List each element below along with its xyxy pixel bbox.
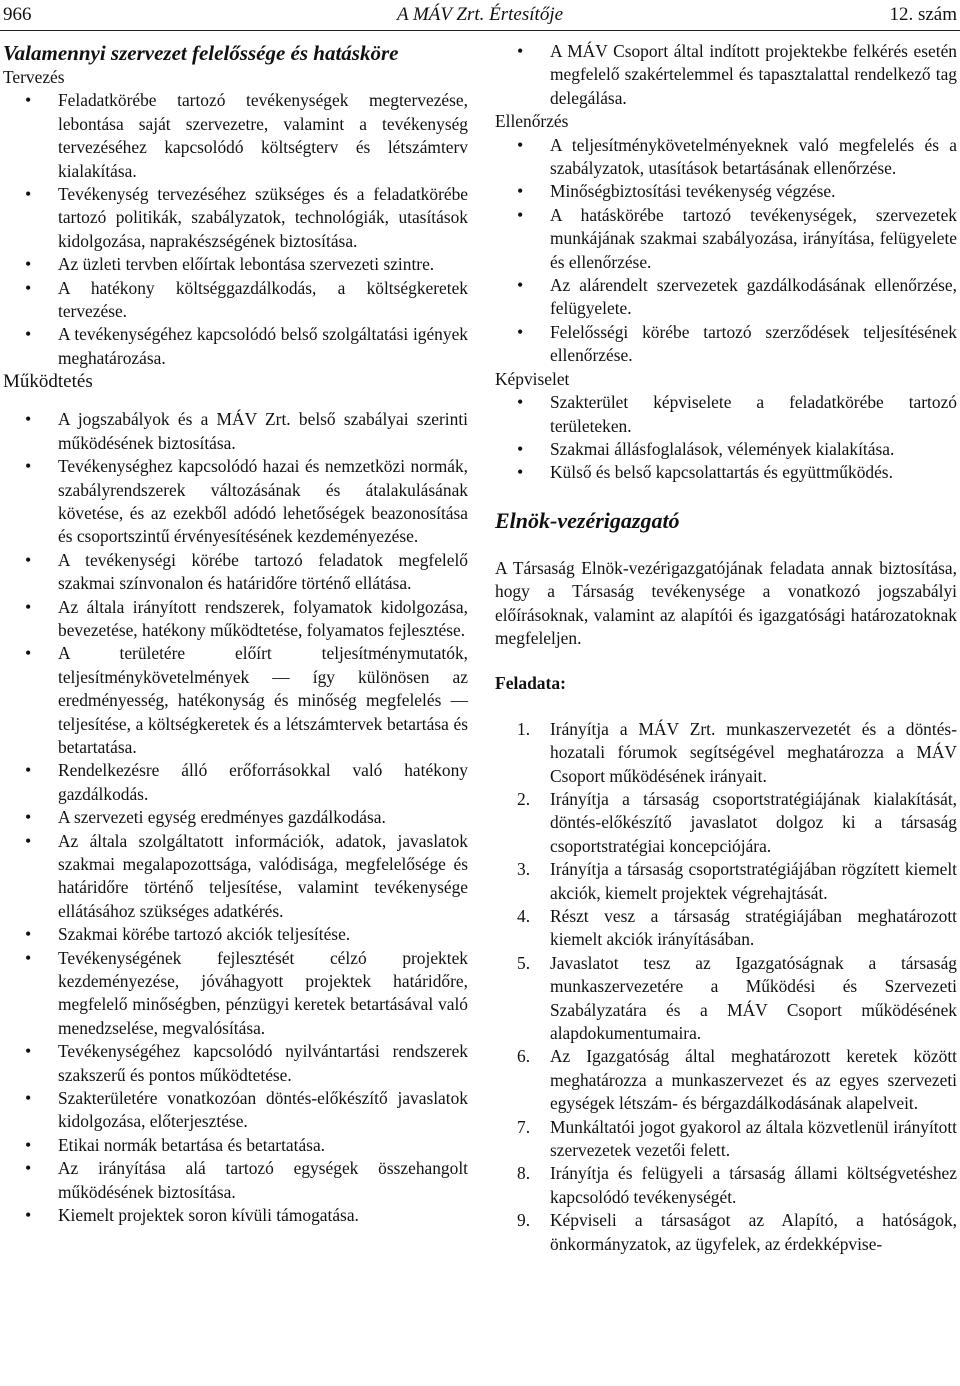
list-item: • Szakterület képviselete a feladatkörébe tartozó területeken.	[495, 391, 957, 438]
item-text: Az Igazgatóság által meghatározott keretek között meghatározza a munkaszervezet és az egyes szervezeti egységek létszám- és bérgazdálkodásának alapelveit.	[550, 1046, 957, 1114]
item-number: 6.	[517, 1046, 531, 1067]
item-text: Részt vesz a társaság stratégiájában meghatározott kiemelt akciók irányításában.	[550, 906, 957, 950]
list-item: • Etikai normák betartása és betartatása.	[3, 1134, 468, 1157]
numbered-item	[495, 858, 957, 905]
numbered-item	[495, 718, 957, 788]
list-item: • Felelősségi körébe tartozó szerződések teljesítésének ellenőrzése.	[495, 321, 957, 368]
numbered-item	[495, 788, 957, 858]
subheading-mukodtetes: Működtetés	[3, 371, 93, 393]
left-column	[3, 40, 468, 1228]
mukodtetes-list	[3, 408, 468, 1227]
item-text: Képviseli a társaságot az Alapító, a hatóságok, önkormányzatok, az ügyfelek, az érdekképvise-	[550, 1210, 957, 1254]
item-number: 4.	[517, 906, 531, 926]
numbered-item	[495, 1209, 957, 1256]
item-text: Irányítja a társaság csoportstratégiájának kialakítását, döntés-előkészítő javaslatot dolgoz ki a társaság csoportstratégiai koncepciójára.	[550, 788, 957, 856]
numbered-item	[495, 1162, 957, 1209]
list-item: • A szervezeti egység eredményes gazdálkodása.	[3, 806, 468, 829]
intro-list	[495, 40, 957, 110]
list-item: • Az alárendelt szervezetek gazdálkodásának ellenőrzése, felügyelete.	[495, 274, 957, 321]
page-header	[0, 0, 960, 30]
list-item: • Tevékenységéhez kapcsolódó nyilvántartási rendszerek szakszerű és pontos működtetése.	[3, 1040, 468, 1087]
item-text: Munkáltatói jogot gyakorol az általa közvetlenül irányított szervezetek vezetői felett.	[550, 1116, 957, 1161]
subheading-ellenorzes: Ellenőrzés	[495, 111, 569, 132]
item-text: Irányítja a társaság csoportstratégiájában rögzített kiemelt akciók, kiemelt projektek végrehajtását.	[550, 859, 957, 903]
issue-number: 12. szám	[889, 4, 957, 25]
item-number: 9.	[517, 1210, 531, 1231]
item-number: 2.	[517, 788, 531, 809]
list-item: • A tevékenységéhez kapcsolódó belső szolgáltatási igények meghatározása.	[3, 323, 468, 370]
numbered-item	[495, 905, 957, 952]
item-number: 5.	[517, 952, 531, 973]
item-text: Javaslatot tesz az Igazgatóságnak a társaság munkaszervezetére a Működési és Szervezeti Szabályzatára és a MÁV Csoport működésének alapdokumentumaira.	[550, 952, 957, 1044]
item-number: 3.	[517, 859, 531, 880]
list-item: • A tevékenységi körébe tartozó feladatok megfelelő szakmai színvonalon és határidőre történő ellátása.	[3, 549, 468, 596]
feladata-heading: Feladata:	[495, 673, 566, 694]
elnok-heading: Elnök-vezérigazgató	[495, 507, 680, 533]
list-item: • Az irányítása alá tartozó egységek összehangolt működésének biztosítása.	[3, 1157, 468, 1204]
publication-title: A MÁV Zrt. Értesítője	[396, 4, 564, 25]
list-item: • Rendelkezésre álló erőforrásokkal való hatékony gazdálkodás.	[3, 759, 468, 806]
elnok-paragraph: A Társaság Elnök-vezérigazgatójának feladata annak biztosítása, hogy a Társaság tevékenysége a vonatkozó jogszabályi előírásoknak, valamint az alapítói és igazgatósági határozatoknak megfeleljen.	[495, 557, 957, 648]
list-item: • Szakterületére vonatkozóan döntés-előkészítő javaslatok kidolgozása, előterjesztése.	[3, 1087, 468, 1134]
item-number: 1.	[517, 718, 531, 739]
page-number: 966	[3, 4, 32, 25]
numbered-item	[495, 1116, 957, 1163]
list-item: • A területére előírt teljesítménymutatók, teljesítménykövetelmények — így különösen az eredményesség, hatékonyság és minőség megfelelés — teljesítése, a költségkeretek és a létszámtervek betartása és betartatása.	[3, 642, 468, 759]
list-item: • Tevékenységhez kapcsolódó hazai és nemzetközi normák, szabályrendszerek változásának és átalakulásának követése, és az ezekből adódó lehetőségek beazonosítása és csoportszintű érvényesítésének kezdeményezése.	[3, 455, 468, 549]
list-item: • Szakmai körébe tartozó akciók teljesítése.	[3, 923, 468, 946]
numbered-item	[495, 952, 957, 1046]
list-item: • Szakmai állásfoglalások, vélemények kialakítása.	[495, 438, 957, 461]
list-item: • Külső és belső kapcsolattartás és együttműködés.	[495, 461, 957, 484]
item-text: Irányítja a MÁV Zrt. munkaszervezetét és a döntés-hozatali fórumok segítségével meghatározza a MÁV Csoport működésének irányait.	[550, 718, 957, 786]
list-item: • A teljesítménykövetelményeknek való megfelelés és a szabályzatok, utasítások betartásának ellenőrzése.	[495, 134, 957, 181]
subheading-tervezes: Tervezés	[3, 67, 65, 87]
list-item: • Tevékenységének fejlesztését célzó projektek kezdeményezése, jóváhagyott projektek határidőre, megfelelő minőségben, pénzügyi keretek betartásával való menedzselése, megvalósítása.	[3, 947, 468, 1041]
list-item: • Feladatkörébe tartozó tevékenységek megtervezése, lebontása saját szervezetre, valamint a tevékenység tervezéséhez kapcsolódó költségterv és létszámterv kialakítása.	[3, 89, 468, 183]
list-item: • Tevékenység tervezéséhez szükséges és a feladatkörébe tartozó politikák, szabályzatok, technológiák, utasítások kidolgozása, naprakészségének biztosítása.	[3, 183, 468, 253]
numbered-item	[495, 1045, 957, 1115]
list-item: • A MÁV Csoport által indított projektekbe felkérés esetén megfelelő szakértelemmel és tapasztalattal rendelkező tag delegálása.	[495, 40, 957, 110]
list-item: • Minőségbiztosítási tevékenység végzése.	[495, 180, 957, 203]
list-item: • A hatáskörébe tartozó tevékenységek, szervezetek munkájának szakmai szabályozása, irányítása, felügyelete és ellenőrzése.	[495, 204, 957, 274]
list-item: • A jogszabályok és a MÁV Zrt. belső szabályai szerinti működésének biztosítása.	[3, 408, 468, 455]
list-item: • Az üzleti tervben előírtak lebontása szervezeti szintre.	[3, 253, 468, 276]
item-number: 8.	[517, 1163, 531, 1184]
kepviselet-list	[495, 391, 957, 485]
header-rule	[0, 30, 960, 31]
list-item: • Az általa irányított rendszerek, folyamatok kidolgozása, bevezetése, hatékony működtetése, folyamatos fejlesztése.	[3, 596, 468, 643]
list-item: • Kiemelt projektek soron kívüli támogatása.	[3, 1204, 468, 1227]
subheading-kepviselet: Képviselet	[495, 368, 570, 389]
item-text: Irányítja és felügyeli a társaság állami költségvetéshez kapcsolódó tevékenységét.	[550, 1163, 957, 1207]
section-title: Valamennyi szervezet felelőssége és hatásköre	[3, 41, 399, 65]
list-item: • Az általa szolgáltatott információk, adatok, javaslatok szakmai megalapozottsága, valódisága, megfelelősége és határidőre történő teljesítése, valamint tevékenysége ellátásához szükséges adatkérés.	[3, 830, 468, 924]
item-number: 7.	[517, 1116, 531, 1137]
feladata-list	[495, 718, 957, 1256]
list-item: • A hatékony költséggazdálkodás, a költségkeretek tervezése.	[3, 277, 468, 324]
ellenorzes-list	[495, 134, 957, 368]
right-column	[495, 40, 957, 1256]
tervezes-list	[3, 89, 468, 370]
